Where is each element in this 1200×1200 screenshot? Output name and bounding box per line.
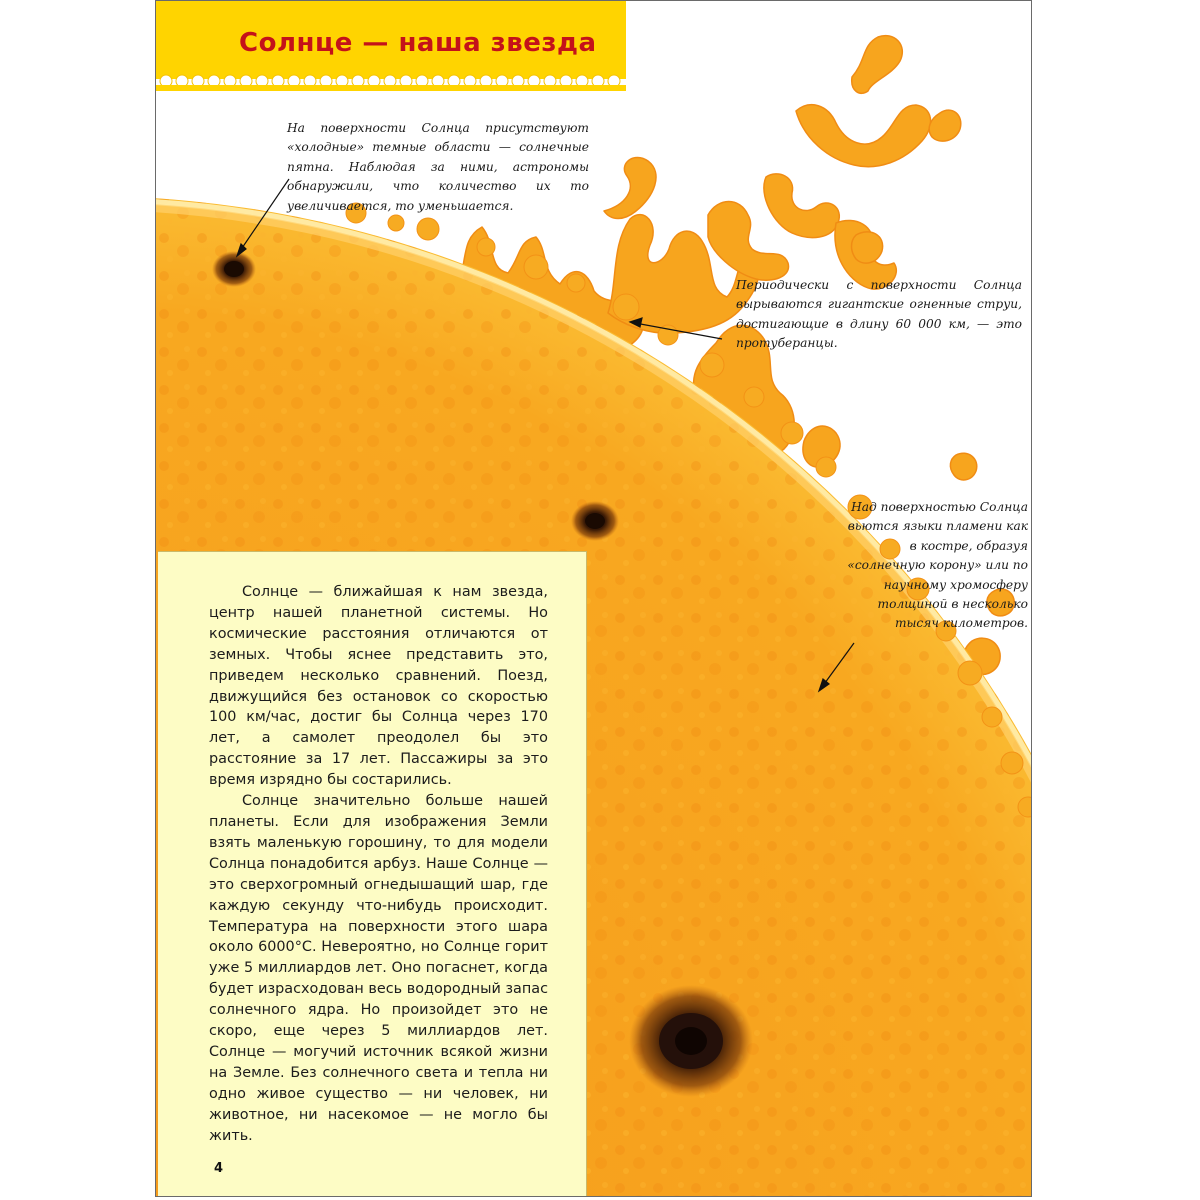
main-text-paragraph-2: Солнце значительно больше нашей планеты. Если для изображения Земли взять маленькую горошину, то для модели Солнца понадобится арбуз. Наше Солнце — это сверхогромный огнедышащий шар, где каждую секунду что-нибудь происходит. Температура на поверхности этого шара около 6000°С. Невероятно, но Солнце горит уже 5 миллиардов лет. Оно погаснет, когда будет израсходован весь водородный запас солнечного ядра. Но произойдет это не скоро, еще через 5 миллиардов лет. Солнце — могучий источник всякой жизни на Земле. Без солнечного света и тепла ни одно живое существо — ни человек, ни животное, ни насекомое — не могло бы жить. [209, 793, 548, 1144]
main-text [209, 582, 548, 1146]
corona-caption: Над поверхностью Солнца вьются языки пламени как в костре, образуя «солнечную корону» или по научному хромосферу толщиной в несколько тысяч километров. [847, 500, 1028, 631]
prominences-caption: Периодически с поверхности Солнца вырываются гигантские огненные струи, достигающие в длину 60 000 км, — это протуберанцы. [736, 278, 1022, 351]
title-band [156, 1, 626, 103]
main-text-paragraph-1: Солнце — ближайшая к нам звезда, центр нашей планетной системы. Но космические расстояния отличаются от земных. Чтобы яснее представить это, приведем несколько сравнений. Поезд, движущийся без остановок со скоростью 100 км/час, достиг бы Солнца через 170 лет, а самолет преодолел бы это расстояние за 17 лет. Пассажиры за это время изрядно бы состарились. [209, 584, 548, 789]
main-text-box [158, 551, 587, 1197]
sunspots-caption: На поверхности Солнца присутствуют «холодные» темные области — солнечные пятна. Наблюдая за ними, астрономы обнаружили, что количество их то увеличивается, то уменьшается. [287, 121, 589, 213]
book-page [155, 0, 1032, 1197]
page-title: Солнце — наша звезда [239, 28, 597, 58]
page-number: 4 [214, 1161, 224, 1176]
